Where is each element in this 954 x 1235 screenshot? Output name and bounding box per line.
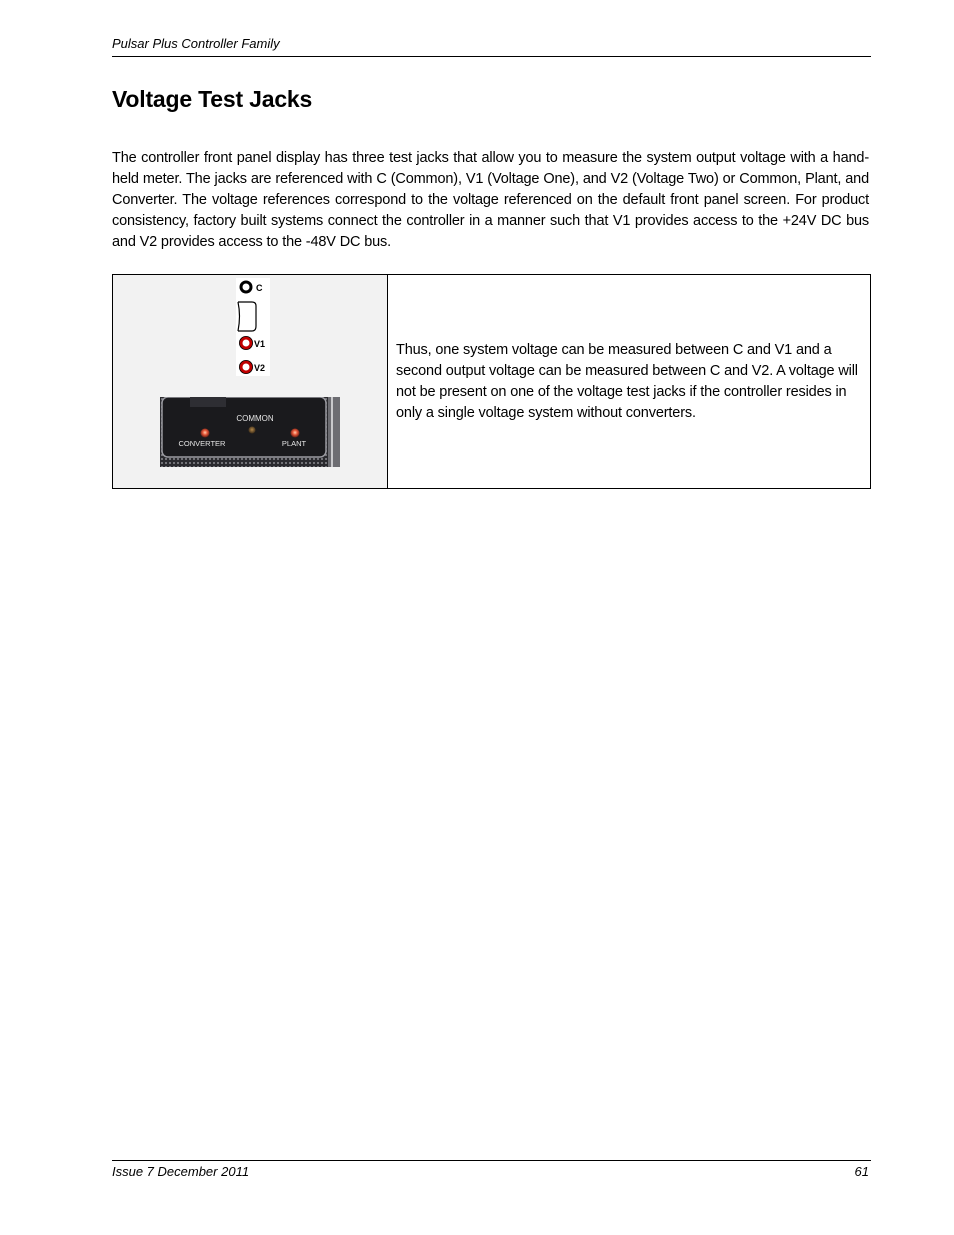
panel-label-plant: PLANT (281, 439, 307, 448)
footer-rule (112, 1160, 871, 1161)
panel-label-converter: CONVERTER (178, 439, 226, 448)
test-jack-diagram (236, 278, 270, 376)
converter-led-icon (201, 429, 210, 438)
header-rule (112, 56, 871, 57)
jack-label-v1: V1 (254, 339, 266, 349)
bracket-icon (238, 302, 256, 331)
intro-paragraph: The controller front panel display has three test jacks that allow you to measure the system output voltage with a hand-held meter. The jacks are referenced with C (Common), V1 (Voltage One), and V2 (Voltage Two) or Common, Plant, and Converter. The voltage references correspond to the voltage referenced on the default front panel screen. For product consistency, factory built systems connect the controller in a manner such that V1 provides access to the +24V DC bus and V2 provides access to the -48V DC bus. (112, 150, 869, 250)
front-panel-photo (160, 397, 340, 467)
description-cell (388, 275, 870, 488)
panel-label-common: COMMON (236, 414, 274, 423)
figure-cell (113, 275, 388, 488)
table-description: Thus, one system voltage can be measured between C and V1 and a second output voltage can be measured between C and V2. A voltage will not be present on one of the voltage test jacks if the controller resides in only a single voltage system without converters. (396, 341, 858, 421)
jack-label-c: C (256, 283, 263, 293)
v1-jack-icon (241, 338, 251, 348)
jack-label-v2: V2 (254, 363, 266, 373)
page-number: 61 (854, 1164, 869, 1179)
test-jack-table (112, 274, 871, 489)
footer-issue: Issue 7 December 2011 (112, 1164, 250, 1179)
running-header: Pulsar Plus Controller Family (112, 36, 280, 51)
common-jack-icon (241, 282, 251, 292)
common-led-icon (249, 427, 256, 434)
section-title: Voltage Test Jacks (112, 86, 313, 112)
plant-led-icon (291, 429, 300, 438)
v2-jack-icon (241, 362, 251, 372)
